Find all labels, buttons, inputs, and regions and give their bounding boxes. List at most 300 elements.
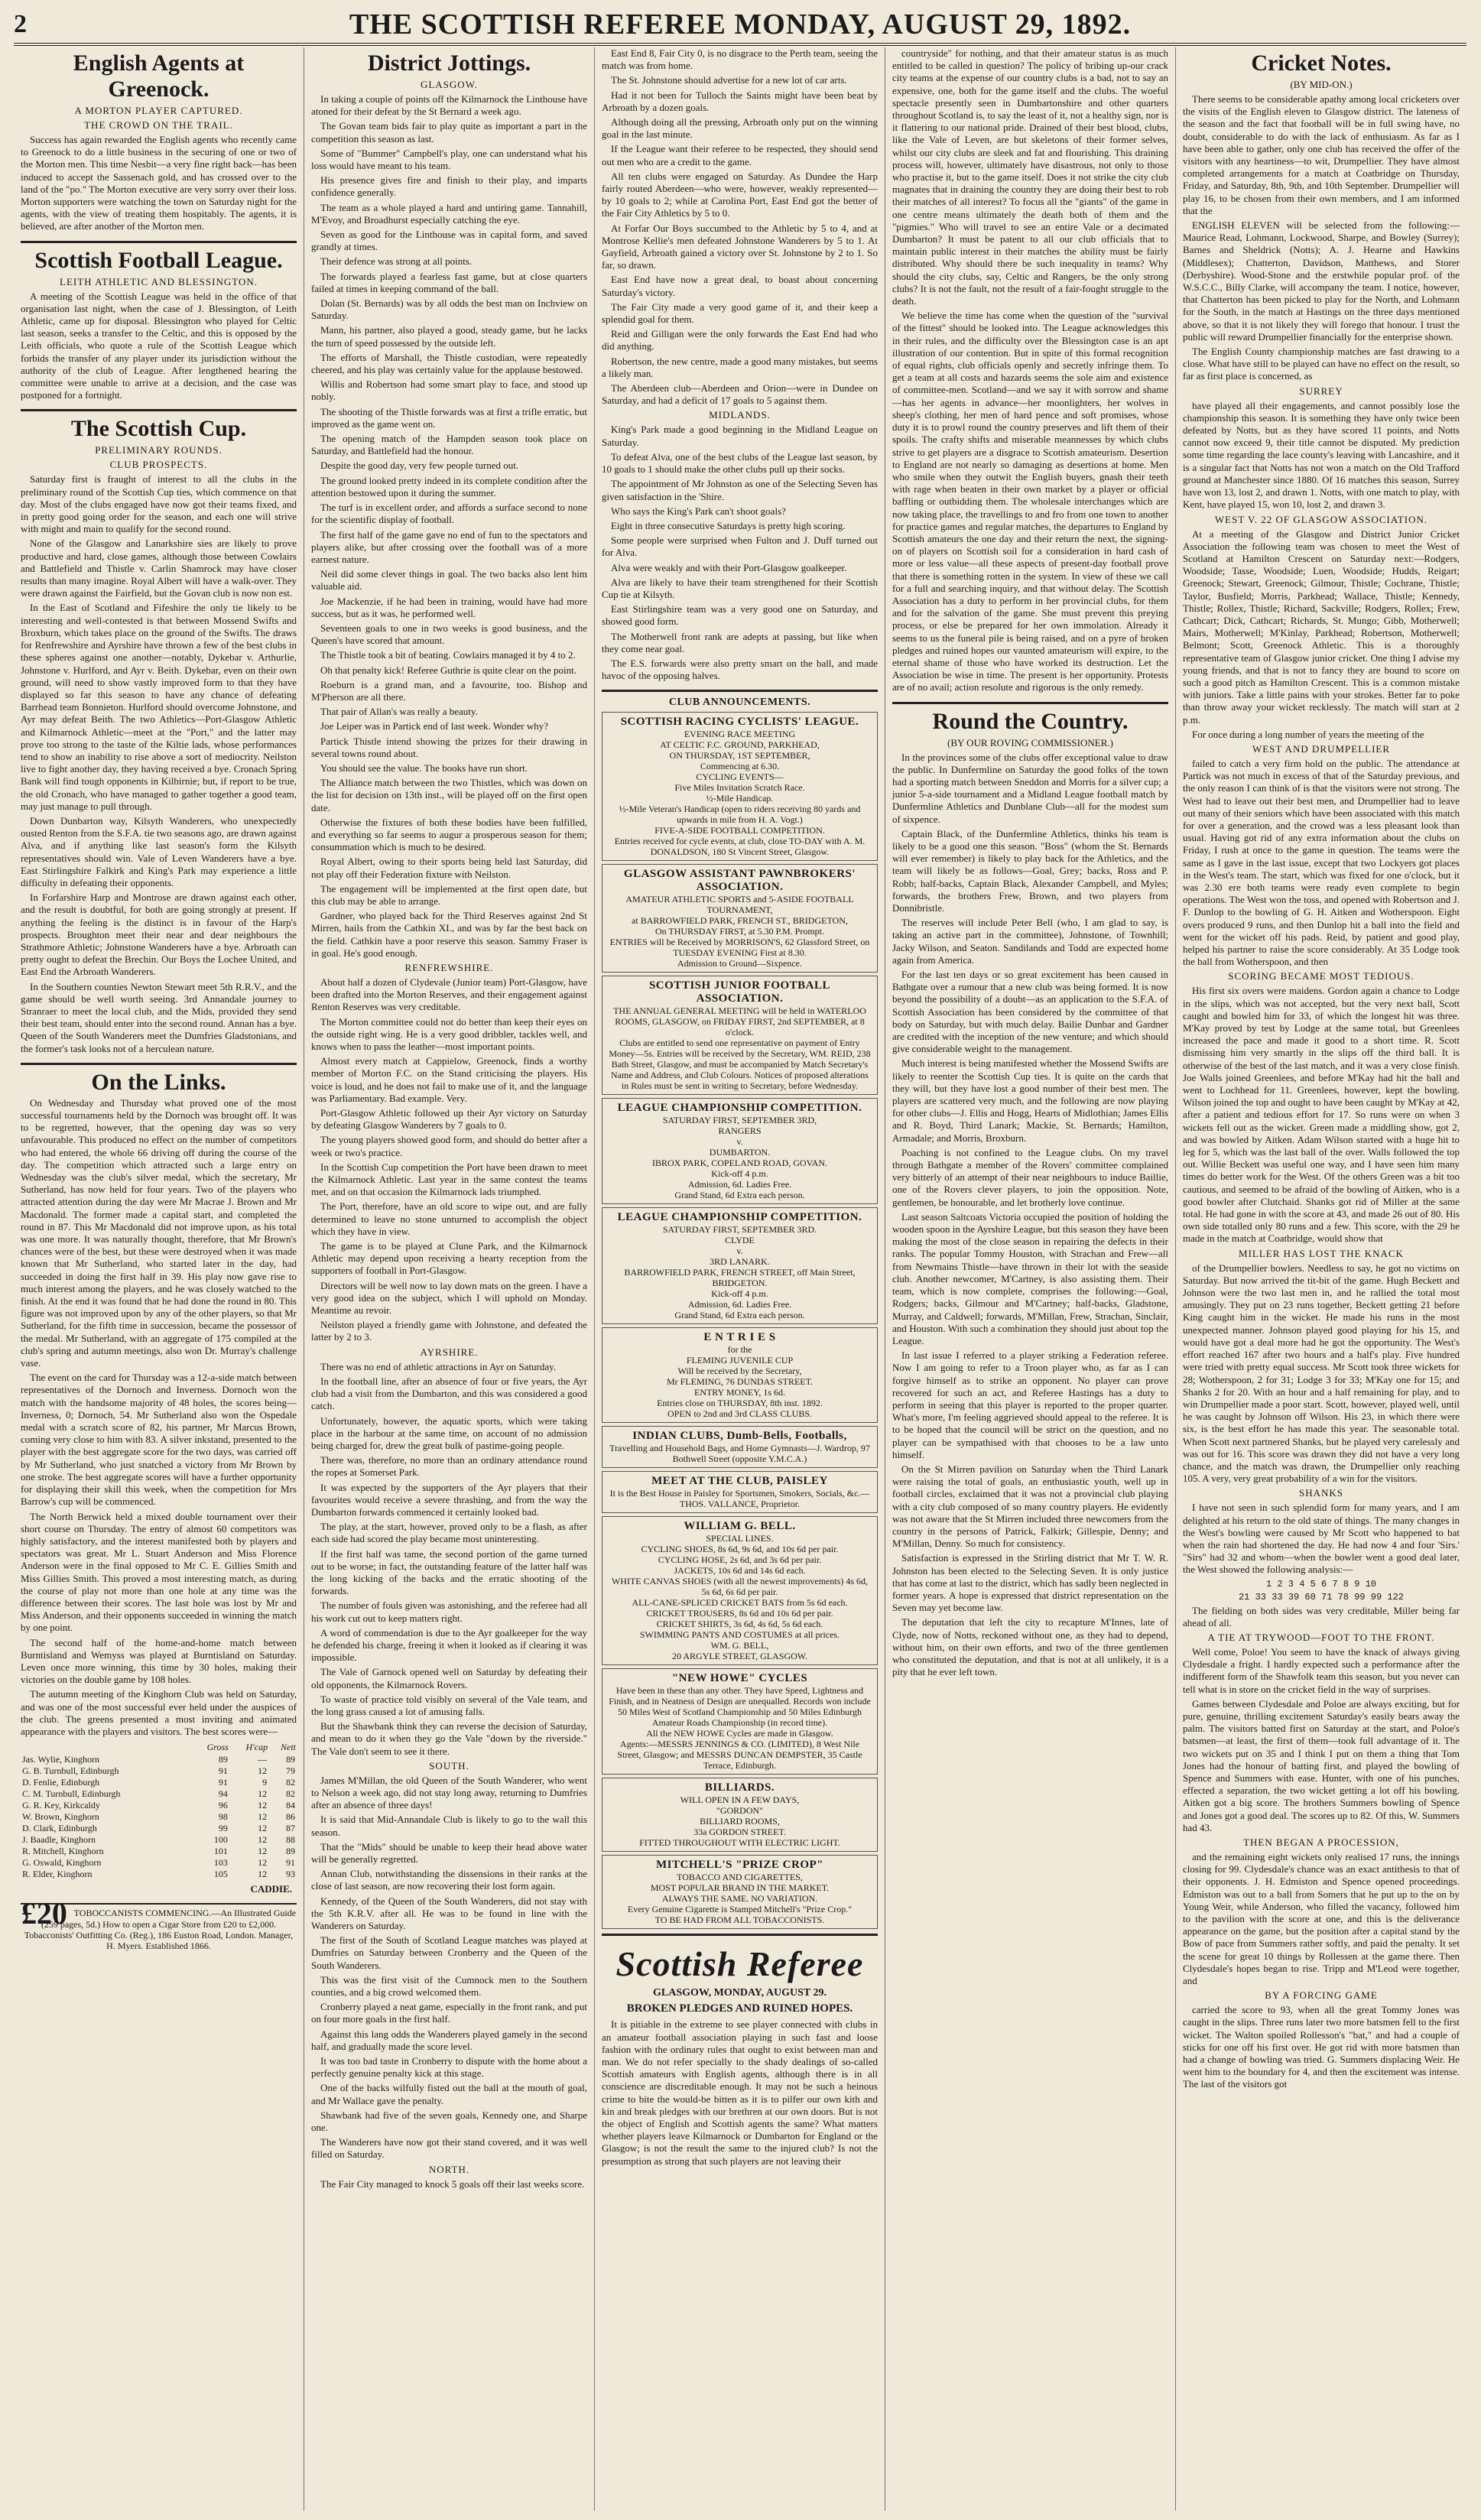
- paragraph: failed to catch a very firm hold on the public. The attendance at Partick was not much in excess of that of the Saturday previous, and the only reason I can think of is that the visitors were not strong. The West had to leave out their best men, and Drumpellier had to leave out many of their seniors which have been associated with this match for over a generation, and the crowd was a less pleasant look than usual. Having got rid of any extra information about the clubs on Friday, I rush at once to the game in question. The teams were the same as I gave in the last issue, except that two Lockyers got places in the West's team. The start, which was fixed for one o'clock, but it was 2.30 ere both teams were ready even complete to begin operations. The West won the toss, and opened with Robertson and J. F. Dunlop to the bowling of G. H. Aitken and Wotherspoon. Eight overs produced 9 runs, and then Dunlop hit a ball into the field and went for the wicket off his pads. Reid, by patient and good play, helped his partner to raise the score considerably. At 35 Lodge took the ball from Wotherspoon, and then: [1183, 757, 1460, 968]
- advert-line: On THURSDAY FIRST, at 5.30 P.M. Prompt.: [654, 926, 825, 937]
- paragraph-list: [311, 1361, 587, 1758]
- advert-line: CRICKET TROUSERS, 8s 6d and 10s 6d per pair.: [646, 1608, 833, 1619]
- advert-line: SWIMMING PANTS AND COSTUMES at all prices.: [639, 1629, 840, 1641]
- advert-line: RANGERS: [718, 1125, 762, 1137]
- paragraph: Had it not been for Tulloch the Saints might have been beat by Arbroath by a dozen goals.: [602, 89, 878, 113]
- paragraph: Seventeen goals to one in two weeks is good business, and the Queen's have scored that amount.: [311, 622, 587, 647]
- advert-price: £20: [21, 1896, 67, 1931]
- announcements-heading: CLUB ANNOUNCEMENTS.: [668, 697, 811, 709]
- paragraph: None of the Glasgow and Lanarkshire sies are likely to prove productive and hard, close games, although those between Cowlairs and Battlefield and Thistle v. Carlin Shamrock may have closer results than many imagine. Royal Albert will have a walk-over. They were drawn against the Fairfield, but the Govan club is now non est.: [21, 537, 297, 599]
- advert-line: TO BE HAD FROM ALL TOBACCONISTS.: [654, 1914, 825, 1926]
- advert-heading: GLASGOW ASSISTANT PAWNBROKERS' ASSOCIATION.: [623, 868, 856, 894]
- advert-line: BARROWFIELD PARK, FRENCH STREET, off Main Street, BRIDGETON.: [624, 1267, 856, 1289]
- table-cell: 12: [258, 1857, 268, 1869]
- article-kicker: A TIE AT TRYWOOD—FOOT TO THE FRONT.: [1207, 1631, 1435, 1643]
- paragraph: Eight in three consecutive Saturdays is pretty high scoring.: [611, 519, 846, 531]
- divider: [21, 1063, 297, 1065]
- paragraph: Some of "Bummer" Campbell's play, one can understand what his loss would have meant to his team.: [311, 147, 587, 172]
- paragraph: Success has again rewarded the English agents who recently came to Greenock to do a little business in the securing of one or two of the Morton men. This time Nesbit—a very fine right back—has been induced to accept the Sassenach gold, and has crossed over to the land of the "po." The Morton executive are very sorry over their loss. Morton supporters were watching the town on Saturday night for the agents, with the view of treating them hospitably. The agents, it is believed, are after another of the Morton men.: [21, 134, 297, 232]
- paragraph: The team as a whole played a hard and untiring game. Tannahill, M'Evoy, and Broadhurst especially catching the eye.: [311, 201, 587, 226]
- paragraph: The game is to be played at Clune Park, and the Kilmarnock Athletic may depend upon receiving a hearty reception from the supporters of football in Port-Glasgow.: [311, 1240, 587, 1277]
- paragraph: Oh that penalty kick! Referee Guthrie is quite clear on the point.: [320, 664, 576, 676]
- table-cell: 82: [286, 1777, 295, 1788]
- article-kicker: AYRSHIRE.: [420, 1346, 479, 1358]
- paragraph: To defeat Alva, one of the best clubs of the League last season, by 10 goals to 1 should make the other clubs pull up their socks.: [602, 450, 878, 476]
- article-heading: Round the Country.: [932, 708, 1129, 734]
- table-cell: G. Oswald, Kinghorn: [22, 1857, 102, 1869]
- paragraph: The ground looked pretty indeed in its complete condition after the attention bestowed upon it during the summer.: [311, 474, 587, 498]
- table-cell: R. Mitchell, Kinghorn: [22, 1846, 104, 1857]
- paragraph: Dolan (St. Bernards) was by all odds the best man on Inchview on Saturday.: [311, 297, 587, 322]
- article-district-continued: [602, 47, 878, 682]
- paragraph: Although doing all the pressing, Arbroath only put on the winning goal in the last minute.: [602, 116, 878, 141]
- advert-line: JACKETS, 10s 6d and 14s 6d each.: [674, 1565, 806, 1577]
- table-row: [21, 1834, 297, 1846]
- column-3: [595, 47, 885, 2511]
- paragraph: It is said that Mid-Annandale Club is likely to go to the wall this season.: [311, 1814, 587, 1838]
- paragraph-list: [892, 752, 1168, 1679]
- advert-line: AMATEUR ATHLETIC SPORTS and 5-ASIDE FOOTBALL TOURNAMENT,: [625, 894, 854, 916]
- table-row: [21, 1754, 297, 1765]
- article-byline: (BY MID-ON.): [1290, 79, 1353, 90]
- paragraph: Well come, Poloe! You seem to have the knack of always giving Clydesdale a fright. I hardly expected such a performance after the indifferent form of the Shawfolk team this season, but you never can tell what is in store on the cricket field in the way of surprises.: [1183, 1645, 1460, 1695]
- bowling-analysis-row: 21 33 33 39 60 71 78 99 99 122: [1238, 1591, 1405, 1603]
- advert-line: v.: [736, 1136, 743, 1148]
- advert-heading: BILLIARDS.: [704, 1781, 775, 1794]
- paragraph: The Thistle took a bit of beating. Cowlairs managed it by 4 to 2.: [320, 649, 576, 661]
- advert-line: ALL-CANE-SPLICED CRICKET BATS from 5s 6d each.: [632, 1597, 848, 1609]
- article-kicker: SCORING BECAME MOST TEDIOUS.: [1228, 970, 1414, 982]
- advert: [602, 712, 878, 861]
- table-cell: 101: [213, 1846, 228, 1857]
- paragraph: All ten clubs were engaged on Saturday. As Dundee the Harp fairly routed Aberdeen—who were, however, weakly represented—by 10 goals to 2; while at Carolina Port, East End got the better of the Fair City Athletics by 5 to 0.: [602, 170, 878, 219]
- advert: [602, 1426, 878, 1468]
- paragraph-list: [311, 93, 587, 960]
- table-cell: 91: [218, 1777, 228, 1788]
- advert-line: CYCLING SHOES, 8s 6d, 9s 6d, and 10s 6d per pair.: [641, 1544, 839, 1555]
- divider: [602, 1934, 878, 1936]
- paragraph: There was no end of athletic attractions in Ayr on Saturday.: [320, 1360, 557, 1372]
- paragraph: Games between Clydesdale and Poloe are always exciting, but for pure, genuine, thrilling excitement Saturday's easily bears away the palm. The visitors batted first on Saturday at the start, and Poloe's batsmen—at least, the first of them—took full advantage of it. The two wickets put on 35 and I think I put on them a thing that Tom Jones had the honour of batting first, and played the bowling of Spence and Summers with ease. Hunter, with one of his punches, effected a separation, the two wicket getting a lot off his bowling. Aitken got a big score. The brothers Summers bowling of Spence and Jones got a good deal. The scores up to 82. Of this, W. Summers had 43.: [1183, 1697, 1460, 1833]
- advert-line: DUMBARTON.: [709, 1147, 771, 1158]
- announcements-list: [602, 712, 878, 1929]
- paragraph: At a meeting of the Glasgow and District Junior Cricket Association the following team was chosen to meet the West of Scotland at Hamilton Crescent on Saturday next:—Rodgers, Woodside; Tasse, Woodside; Luen, Woodside; Hudds, Reigart; Greenock; Stewart, Greenock; Gilmour, Thistle; Cochrane, Thistle; Taylor, Busfield; Morris, Parkhead; Wallace, Thistle; Kennedy, Thistle; Rollex, Thistle; Richard, Sackville; Rodgers, Rollex; Frew, Cathcart; Dick, Cathcart; Richards, St. Mungo; Gibb, Motherwell; Mairs, Motherwell; M'Kinlay, Parkhead; Robertson, Motherwell; Belmont; Scott, Greenock Athletic. This is a thoroughly representative team of Glasgow junior cricket. One thing I advise my young friends, and that is not to fancy they are bound to score on such a good pitch as Hamilton Crescent. This is a common mistake with juniors. Take a little pains with your strokes. Better far to poke than throw away your wicket recklessly. The match will start at 2 p.m.: [1183, 528, 1460, 726]
- article-kicker: SHANKS: [1298, 1487, 1343, 1499]
- article-heading: Scottish Football League.: [34, 247, 283, 273]
- advert-line: MOST POPULAR BRAND IN THE MARKET.: [650, 1882, 830, 1894]
- table-row: [21, 1777, 297, 1788]
- paragraph: Some people were surprised when Fulton and J. Duff turned out for Alva.: [602, 534, 878, 559]
- advert-line: 3RD LANARK.: [710, 1256, 770, 1268]
- divider: [21, 241, 297, 243]
- table-body: [21, 1754, 297, 1880]
- editorial-dateline: GLASGOW, MONDAY, AUGUST 29.: [653, 1987, 827, 1999]
- table-row: [21, 1869, 297, 1880]
- table-cell: 12: [258, 1811, 268, 1823]
- paragraph: Willis and Robertson had some smart play to face, and stood up nobly.: [311, 378, 587, 403]
- advert-heading: MEET AT THE CLUB, PAISLEY: [651, 1475, 828, 1488]
- paragraph: Neil did some clever things in goal. The two backs also lent him valuable aid.: [311, 568, 587, 593]
- table-cell: 12: [258, 1834, 268, 1846]
- paragraph-list: [1183, 400, 1460, 511]
- paragraph: The forwards played a fearless fast game, but at close quarters failed at times in keeping command of the ball.: [311, 270, 587, 294]
- paragraph-list: [1183, 528, 1460, 741]
- table-cell: 9: [262, 1777, 268, 1788]
- table-header: [21, 1741, 190, 1754]
- paragraph: Royal Albert, owing to their sports being held last Saturday, did not play off their Federation fixture with Neilston.: [311, 856, 587, 880]
- divider: [602, 690, 878, 692]
- table-cell: 103: [213, 1857, 228, 1869]
- paragraph: A word of commendation is due to the Ayr goalkeeper for the way he defended his charge, freeing it when it looked as if clearing it was impossible.: [311, 1626, 587, 1664]
- table-cell: 86: [286, 1811, 295, 1823]
- article-heading: The Scottish Cup.: [70, 416, 247, 442]
- paragraph: Last season Saltcoats Victoria occupied the position of holding the wooden spoon in the Ayrshire League, but this season they have been making the most of the close season in repairing the defects in their ranks. The popular Tommy Houston, with Strachan and Frew—all from Newmains Thistle—have thrown in their lot with the seaside club. Another newcomer, M'Cartney, is also assisting them. Their team, which is now complete, comprises the following:—Goal, Rodgers; backs, Gilmour and M'Cartney; half-backs, Gladstone, Murray, and Caldwell; forwards, M'Millan, Frew, Strachan, Sinclair, and Houston. With such a combination they should just about top the League.: [892, 1210, 1168, 1346]
- paragraph: Seven as good for the Linthouse was in capital form, and saved grandly at times.: [311, 229, 587, 253]
- paragraph: Their defence was strong at all points.: [320, 255, 473, 268]
- paragraph: It was expected by the supporters of the Ayr players that their favourites would receive a severe thrashing, and from the way the Dumbarton forwards commenced it certainly looked bad.: [311, 1481, 587, 1518]
- table-cell: 89: [218, 1754, 228, 1765]
- table-cell: 89: [286, 1754, 295, 1765]
- table-cell: 98: [218, 1811, 228, 1823]
- paragraph: Unfortunately, however, the aquatic sports, which were taking place in the harbour at the same time, on account of no admission being charged for, drew the great bulk of pastime-going people.: [311, 1414, 587, 1451]
- paragraph: Cronberry played a neat game, especially in the front rank, and put on four more goals in the first half.: [311, 2001, 587, 2025]
- advert-heading: LEAGUE CHAMPIONSHIP COMPETITION.: [617, 1102, 862, 1115]
- table-cell: 87: [286, 1823, 295, 1834]
- paragraph: In the East of Scotland and Fifeshire the only tie likely to be interesting and well-contested is that between Mossend Swifts and Broxburn, which takes place on the ground of the Swifts. The draws for Renfrewshire and Ayrshire have thrown a few of the best clubs in these spheres against one another—notably, Dykebar v. Arthurlie, Johnstone v. Hurlford, and Ayr v. Beith. Dykebar, even on their own ground, will need to show vastly improved form to that they have displayed so far this season to have any chance of defeating Barrhead team Bonnieton. Hurlford should overcome Johnstone, and Ayr may defeat Beith. The two Athletics—Port-Glasgow Athletic and Kilmarnock Athletic—meet at the "Port," and the latter may prove too strong to the taste of the Kiltie lads, whose performances tend to show an inability to rise above a sort of mediocrity. Neilston live to fight another day, they having received a bye. Cronach Spring Bank will find tough opponents in Kilbirnie; but, if report to be true, the old Cronach, who have managed to gather together a good team, may just manage to pull through.: [21, 602, 297, 812]
- paragraph: The engagement will be implemented at the first open date, but this club may be able to arrange.: [311, 882, 587, 907]
- advert-line: IBROX PARK, COPELAND ROAD, GOVAN.: [651, 1158, 828, 1169]
- table-cell: 12: [258, 1800, 268, 1811]
- column-4: [885, 47, 1176, 2511]
- paragraph: The Fair City made a very good game of it, and their keep a splendid goal for them.: [602, 300, 878, 326]
- paragraph: The play, at the start, however, proved only to be a flash, as after each side had scored the play became most uninteresting.: [311, 1521, 587, 1545]
- advert-line: WM. G. BELL,: [710, 1640, 769, 1651]
- advert-line: "GORDON": [716, 1805, 764, 1817]
- advert-line: Admission to Ground—Sixpence.: [677, 958, 802, 969]
- paragraph: For once during a long number of years the meeting of the: [1192, 728, 1424, 740]
- paragraph: East Stirlingshire team was a very good one on Saturday, and showed good form.: [602, 603, 878, 628]
- paragraph: carried the score to 93, when all the great Tommy Jones was caught in the slips. Three runs later two more batsmen fell to the first wicket. The Walton spoiled Rollesson's "bat," and had a couple of sticks for one off his first over. He got rid with more batsmen than had a change of bowling was tried. G. Summers displacing Weir. He went him to the boundary for 4, and then the excitement was intense. The last of the visitors got: [1183, 2004, 1460, 2090]
- paragraph: The event on the card for Thursday was a 12-a-side match between representatives of the Dornoch and Inverness. Dornoch won the match with the handsome majority of 48 holes, the scores being—Inverness, 0; Dornoch, 54. Mr Sutherland also won the Ospedale medal with a scratch score of 82, his partner, Mr Marcus Brown, coming very close to him with 83. A silver inkstand, presented to the player with the best aggregate score for the two days, was carried off by Mr Sutherland, who just snatched a victory from Mr Brown by one stroke. The best aggregate scores will have a further opportunity for displaying their skill this week, when the competition for Mrs Barrow's cup will be commenced.: [21, 1372, 297, 1508]
- advert-line: FITTED THROUGHOUT WITH ELECTRIC LIGHT.: [639, 1837, 840, 1849]
- table-header: Gross: [206, 1742, 229, 1753]
- table-cell: G. B. Turnbull, Edinburgh: [22, 1765, 119, 1777]
- advert-line: AT CELTIC F.C. GROUND, PARKHEAD,: [660, 739, 820, 751]
- paragraph: If the first half was tame, the second portion of the game turned out to be worse; in fact, the outstanding feature of the latter half was the long kicking of the backs and the erratic shooting of the forwards.: [311, 1547, 587, 1597]
- paragraph: In Forfarshire Harp and Montrose are drawn against each other, and the result is doubtful, for both are going strongly at present. If anything the feeling is the distinct is in favour of the Harp's prospects. Broughton meet their near and dear neighbours the Strathmore Athletic; Johnstone Wanderers have a bye. Arbroath can pretty ought to defeat the Brechin. Our Boys the Lochee United, and East End the Arbroath Wanderers.: [21, 891, 297, 978]
- golf-score-table: [21, 1741, 297, 1880]
- advert-line: Every Genuine Cigarette is Stamped Mitchell's "Prize Crop.": [627, 1904, 853, 1915]
- table-row: [21, 1846, 297, 1857]
- paragraph-list: [311, 976, 587, 1344]
- table-cell: J. Baadle, Kinghorn: [22, 1834, 96, 1846]
- paragraph-list: [1183, 758, 1460, 968]
- paragraph-list: [1183, 93, 1460, 383]
- table-cell: R. Elder, Kinghorn: [22, 1869, 93, 1880]
- article-cricket-notes: [1183, 50, 1460, 2091]
- paragraph: In taking a couple of points off the Kilmarnock the Linthouse have atoned for their defeat by the St Bernard a week ago.: [311, 93, 587, 118]
- paragraph: The second half of the home-and-home match between Burntisland and Wemyss was played at Burntisland on Saturday. Leven once more winning, this time by 30 holes, making their victories on the double game by 108 holes.: [21, 1636, 297, 1686]
- paragraph: Much interest is being manifested whether the Mossend Swifts are likely to reenter the Scottish Cup ties. It is quite on the cards that they will, but they have lost a good number of their best men. The players are scattered very much, and the following are now playing for other clubs—J. Ellis and Hogg, Hearts of Midlothian; James Ellis and R. Boyd, Third Lanark; Mackie, St. Bernards; Hamilton, Armadale; and Morris, Broxburn.: [892, 1057, 1168, 1144]
- paragraph: The Port, therefore, have an old score to wipe out, and are fully determined to leave no stone unturned to accomplish the object which they have in view.: [311, 1200, 587, 1237]
- table-header: H'cap: [245, 1742, 268, 1753]
- masthead-title: THE SCOTTISH REFEREE MONDAY, AUGUST 29, 1892.: [349, 8, 1132, 41]
- table-row: [21, 1811, 297, 1823]
- advert-line: at BARROWFIELD PARK, FRENCH ST., BRIDGETON,: [632, 915, 848, 927]
- paragraph: That the "Mids" should be unable to keep their head above water will be generally regretted.: [311, 1840, 587, 1865]
- advert: [602, 1668, 878, 1775]
- advert-line: Kick-off 4 p.m.: [711, 1288, 768, 1300]
- table-cell: 88: [286, 1834, 295, 1846]
- paragraph: The opening match of the Hampden season took place on Saturday, and Battlefield had the honour.: [311, 433, 587, 457]
- paragraph-list: [602, 47, 878, 407]
- paragraph: Despite the good day, very few people turned out.: [320, 460, 519, 472]
- table-cell: 94: [218, 1788, 228, 1800]
- advert-line: 20 ARGYLE STREET, GLASGOW.: [672, 1651, 807, 1662]
- paragraph: Otherwise the fixtures of both these bodies have been fulfilled, and everything so far seems to augur a prosperous season for them; consummation which is much to be desired.: [311, 816, 587, 853]
- advert-line: SPECIAL LINES.: [706, 1533, 774, 1544]
- article-heading: English Agents at Greenock.: [73, 50, 245, 102]
- article-kicker: SOUTH.: [429, 1759, 469, 1771]
- table-cell: 100: [213, 1834, 228, 1846]
- paragraph: The shooting of the Thistle forwards was at first a trifle erratic, but improved as the game went on.: [311, 405, 587, 430]
- paragraph: The fielding on both sides was very creditable, Miller being far ahead of all.: [1183, 1604, 1460, 1629]
- advert-line: Grand Stand, 6d Extra each person.: [674, 1310, 805, 1321]
- table-header-row: [21, 1741, 297, 1754]
- paragraph: In the Scottish Cup competition the Port have been drawn to meet the Kilmarnock Athletic. Last year in the same contest the teams met, and on that occasion the Kilmarnock lads triumphed.: [311, 1161, 587, 1198]
- paragraph-list: [1183, 1502, 1460, 1576]
- advert: [602, 1516, 878, 1665]
- advert-line: ENTRIES will be Received by MORRISON'S, 62 Glassford Street, on TUESDAY EVENING First at 8.30.: [609, 937, 870, 959]
- paragraph: It was too bad taste in Cronberry to dispute with the home about a perfectly genuine penalty kick at this stage.: [311, 2055, 587, 2080]
- advert-line: ½-Mile Handicap.: [706, 793, 774, 804]
- paragraph-list: [311, 2178, 587, 2190]
- paragraph: James M'Millan, the old Queen of the South Wanderer, who went to Nelson a week ago, did not stay long away, returning to Dumfries after an absence of three days!: [311, 1774, 587, 1811]
- article-kicker: RENFREWSHIRE.: [404, 962, 494, 973]
- paragraph: Annan Club, notwithstanding the dissensions in their ranks at the close of last season, are now recovering their lost form again.: [311, 1868, 587, 1892]
- advert-line: All the NEW HOWE Cycles are made in Glasgow.: [646, 1728, 833, 1739]
- advert-heading: SCOTTISH RACING CYCLISTS' LEAGUE.: [620, 716, 859, 729]
- paragraph: That pair of Allan's was really a beauty.: [320, 706, 478, 718]
- paragraph: There seems to be considerable apathy among local cricketers over the visits of the English eleven to Glasgow district. The lateness of the season and the fact that football will be in full swing have, no doubt, considerable to do with the lack of enthusiasm. As far as I have been able to gather, only one club has received the offer of the visitors with any heartiness—to wit, Drumpellier. They have almost completed arrangements for a match at Coatbridge on Thursday, Friday, and Saturday, 8th, 9th, and 10th September. Drumpellier will play 16, to be chosen from their own members, and I am informed that the: [1183, 93, 1460, 216]
- advert: [602, 1855, 878, 1929]
- advert-line: Clubs are entitled to send one representative on payment of Entry Money—5s. Entries will be received by the Secretary, WM. REID, 238 Bath Street, Glasgow, and must be accompanied by Match Secretary's Name and Address, and Club Colours. Notices of proposed alterations in Rules must be sent in writing to Secretary, before Wednesday.: [609, 1038, 871, 1092]
- advert-line: CYCLING EVENTS—: [696, 771, 784, 783]
- paragraph: Almost every match at Cappielow, Greenock, finds a worthy member of Morton F.C. on the Stand criticising the players. His voice is loud, and he does not fail to make use of it, and the language was Parliamentary. Bad example. Very.: [311, 1055, 587, 1104]
- column-5: [1176, 47, 1466, 2511]
- paragraph: The Vale of Garnock opened well on Saturday by defeating their old opponents, the Kilmarnock Rovers.: [311, 1666, 587, 1690]
- table-cell: 12: [258, 1869, 268, 1880]
- paragraph: You should see the value. The books have run short.: [320, 762, 528, 774]
- paragraph: Kennedy, of the Queen of the South Wanderers, did not stay with the 5th K.R.V. after all. He was to be found in line with the Wanderers on Saturday.: [311, 1895, 587, 1932]
- paragraph: Against this lang odds the Wanderers played gamely in the second half, and gradually made the score level.: [311, 2028, 587, 2052]
- paragraph: East End have now a great deal, to boast about concerning Saturday's victory.: [602, 274, 878, 298]
- paragraph: King's Park made a good beginning in the Midland League on Saturday.: [602, 424, 878, 448]
- column-1: [14, 47, 304, 2511]
- paragraph: One of the backs wilfully fisted out the ball at the mouth of goal, and Mr Wallace gave the penalty.: [311, 2082, 587, 2106]
- divider: [892, 702, 1168, 704]
- article-heading: On the Links.: [91, 1069, 226, 1095]
- paragraph: About half a dozen of Clydevale (Junior team) Port-Glasgow, have been drafted into the Morton Reserves, and their engagement against Renton Reserves was very creditable.: [311, 976, 587, 1013]
- table-cell: W. Brown, Kinghorn: [22, 1811, 99, 1823]
- paragraph: The North Berwick held a mixed double tournament over their short course on Thursday. The entry of almost 60 competitors was highly satisfactory, and the interest manifested both by players and spectators was great. Mr L. Stuart Anderson and Miss Florence Anderson were in the final opposed to Mr C. E. Gillies Smith and Miss Gillies Smith. This proved a most interesting match, as during the course of play not more than one hole at any time was the difference between their scores. The last hole was lost by Mr and Miss Anderson, and their opponents succeeded in winning the match by one point.: [21, 1510, 297, 1634]
- advert-line: It is the Best House in Paisley for Sportsmen, Smokers, Socials, &c.—THOS. VALLANCE, Proprietor.: [609, 1488, 870, 1510]
- article-subkicker: THE CROWD ON THE TRAIL.: [84, 119, 233, 131]
- paragraph: But the Shawbank think they can reverse the decision of Saturday, and mean to do it when they go the Vale "down by the riverside." The Vale don't seem to see it there.: [311, 1720, 587, 1757]
- advert-line: EVENING RACE MEETING: [684, 729, 796, 740]
- table-cell: C. M. Turnbull, Edinburgh: [22, 1788, 121, 1800]
- table-cell: 12: [258, 1765, 268, 1777]
- advert-line: Five Miles Invitation Scratch Race.: [674, 782, 805, 794]
- advert-line: CYCLING HOSE, 2s 6d, and 3s 6d per pair.: [658, 1554, 822, 1566]
- paragraph: Port-Glasgow Athletic followed up their Ayr victory on Saturday by defeating Glasgow Wanderers by 7 goals to 0.: [311, 1107, 587, 1132]
- paragraph: At Forfar Our Boys succumbed to the Athletic by 5 to 4, and at Montrose Kellie's men defeated Johnstone Wanderers by 5 to 1. At Gayfield, Arbroath gained a victory over St. Johnstone by 2 to 1. So far, so drawn.: [602, 222, 878, 271]
- advert-line: CRICKET SHIRTS, 3s 6d, 4s 6d, 5s 6d each.: [656, 1619, 823, 1630]
- table-cell: D. Clark, Edinburgh: [22, 1823, 97, 1834]
- paragraph: Captain Black, of the Dunfermline Athletics, thinks his team is likely to be a good one this season. "Boss" (whom the St. Bernards will ever remember) is likely to play back for the Athletics, and the team will likely be as follows—Goal, Grey; backs, Ross and P. Robb; half-backs, Captain Black, Alexander Campbell, and Myles; forwards, the brothers Frew, Brown, and two players from Donnibristle.: [892, 827, 1168, 914]
- advert-heading: "NEW HOWE" CYCLES: [671, 1672, 808, 1685]
- table-cell: 12: [258, 1846, 268, 1857]
- paragraph: and the remaining eight wickets only realised 17 runs, the innings closing for 99. Clydesdale's chance was an exact antithesis to that of their opponents. J. H. Edmiston and Spence opened proceedings. Edmiston was out to a ball from Somers that he put up to the on by Young Weir, while Anderson, who filled the vacancy, followed him to the pavilion with the score at one, and this is the deliverance appearance on the game, but the position after a capital stand by the Bow of pace from Summers rather softly, and paid the penalty. It set the scene for great 10 things by Rollessen at the game there. Then Clydesdale's hopes began to rise. Tripp and M'Leod were together, and: [1183, 1851, 1460, 1987]
- article-heading: Cricket Notes.: [1251, 50, 1392, 76]
- paragraph: countryside" for nothing, and that their amateur status is as much entitled to be called in question? The policy of bribing up-our crack city teams at the expense of our country clubs is a bad, not to say an expensive, one, both for the game itself and the clubs. The woeful spectacle presently seen in Dumbartonshire and other quarters throughout Scotland is, to say the least of it, not a healthy sign, nor is it flattering to our national pride. Drained of their best blood, clubs, like the Vale of Leven, are but skeletons of their former selves, whilst our city clubs are sleek and fat and flourishing. This draining process will, however, ultimately have disastrous, not only to those who practise it, but to the game itself. Does it not strike the city club magnates that in draining the country they are doing their best to rob their matches of all interest? To focus all the "giants" of the game in one centre means ultimately the death both of them and the "pigmies." Who will travel to see an entire Vale or a decimated Dumbarton? It must be patent to all our club officials that to maintain public interest in their matches the ability must be fairly distributed. Why should there be such inequality in teams? Why should the city clubs, say, Celtic and Rangers, be the only strong clubs? It is not the fault, not the result of a fair-fought struggle to the death.: [892, 47, 1168, 307]
- divider: [21, 409, 297, 411]
- paragraph: To waste of practice told visibly on several of the Vale team, and the long grass caused a lot of amusing falls.: [311, 1693, 587, 1717]
- table-cell: 89: [286, 1846, 295, 1857]
- advert-line: THE ANNUAL GENERAL MEETING will be held in WATERLOO ROOMS, GLASGOW, on FRIDAY FIRST, 2nd SEPTEMBER, at 8 o'clock.: [613, 1005, 866, 1038]
- advert-line: Grand Stand, 6d Extra each person.: [674, 1190, 805, 1201]
- paragraph: Saturday first is fraught of interest to all the clubs in the preliminary round of the Scottish Cup ties, which commence on that day. Most of the clubs engaged have now got their teams fixed, and in pretty good going order for the season, and each one will strive with might and main to qualify for the second round.: [21, 473, 297, 535]
- table-cell: 99: [218, 1823, 228, 1834]
- table-row: [21, 1765, 297, 1777]
- advert-line: CLYDE: [725, 1235, 755, 1246]
- advert-heading: MITCHELL'S "PRIZE CROP": [655, 1859, 824, 1872]
- editorial-title: BROKEN PLEDGES AND RUINED HOPES.: [626, 2002, 853, 2015]
- table-cell: —: [258, 1754, 268, 1765]
- advert: [602, 1471, 878, 1513]
- article-subkicker: CLUB PROSPECTS.: [109, 459, 208, 471]
- paragraph: A meeting of the Scottish League was held in the office of that organisation last night, when the case of J. Blessington, of Leith Athletic, came up for disposal. Blessington who played for Celtic last season, seeks a transfer to the Celtic, and this is opposed by the Leith officials, who quote a rule of the Scottish League which forbids the transfer of any player under its jurisdiction without the authority of the club of League. After lengthened hearing the committee were unable to arrive at a decision, and the case was postponed for a fortnight.: [21, 290, 297, 401]
- editorial-continued: [892, 47, 1168, 694]
- article-district-jottings: [311, 50, 587, 2190]
- advert-line: BILLIARD ROOMS,: [700, 1816, 780, 1827]
- advert-line: WILL OPEN IN A FEW DAYS,: [680, 1794, 800, 1806]
- column-2: [304, 47, 595, 2511]
- table-row: [21, 1823, 297, 1834]
- paragraph: The Aberdeen club—Aberdeen and Orion—were in Dundee on Saturday, and had a deficit of 17 goals to 5 against them.: [602, 382, 878, 407]
- advert-line: ALWAYS THE SAME. NO VARIATION.: [661, 1893, 818, 1905]
- paragraph: There was, therefore, no more than an ordinary attendance round the ropes at Somerset Park.: [311, 1454, 587, 1479]
- paragraph: For the last ten days or so great excitement has been caused in Bathgate over a rumour that a new club was being formed. It is now beyond the possibility of a doubt—as an application to the S.F.A. of Scottish Association has been considered by the committee of that body on Saturday, but with much delay. Bailie Dunbar and Gardner are credited with the inception of the new venture; and which should give considerable weight to the management.: [892, 969, 1168, 1055]
- article-kicker: WEST AND DRUMPELLIER: [1252, 742, 1391, 755]
- masthead: [14, 6, 1466, 46]
- paragraph: In the provinces some of the clubs offer exceptional value to draw the public. In Dunfermline on Saturday the good folks of the town had a sporting match between Sneddon and Morris for a silver cup; a junior 5-a-side tournament and a Midland League football match by Dunfermline Athletics and Dunblane Club—all for the modest sum of sixpence.: [892, 751, 1168, 825]
- paragraph: His first six overs were maidens. Gordon again a chance to Lodge in the slips, which was not accepted, but the very next ball, Scott caught and bowled him for 33, of which the longest hit was three. M'Kay proved by test by Lodge at the same total, but Greenlees increased the pace and made it good to a short time. R. Scott dismissing him very smartly in the slips off the third ball. It is otherwise of the best of the last match, and it was a very close finish. Joe Walls joined Greenlees, and before M'Kay had hit the ball and went to Lochhead for 11. Greenlees, however, kept the bowling. Wilson joined the top and ought to have been caught by M'Kay at 42, after a patient and tedious effort for 17. So runs were on when 3 wickets fell out as the wicket. Green made a middling show, got 2, and was bowled by Aitken. Adam Wilson started with a huge hit to leg for 5, which was the last ball of the over. Walls followed the top out. Willie Beckett was useful one way, and I have seen him many times do better work for the West. Of the others Green was a bit too cautious, and seemed to be afraid of the bowling of Aitken, who is a good bowler after Clutchaid. Shanks got rid of Miller at the same total. He had gone in with the score at 43, and made 26 out of 80. His own side totalled only 80 runs and a few. This score, with the 29 he made in the match at Coatbridge, would show that: [1183, 985, 1460, 1245]
- paragraph: In the football line, after an absence of four or five years, the Ayr club had a visit from the Dumbarton, and this was considered a good catch.: [311, 1375, 587, 1412]
- article-byline: (BY OUR ROVING COMMISSIONER.): [947, 736, 1113, 749]
- advert-line: WHITE CANVAS SHOES (with all the newest improvements) 4s 6d, 5s 6d, 6s 6d per pair.: [611, 1576, 869, 1598]
- table-cell: 12: [258, 1823, 268, 1834]
- advert-line: Mr FLEMING, 76 DUNDAS STREET.: [666, 1376, 814, 1388]
- article-kicker: WEST V. 22 OF GLASGOW ASSOCIATION.: [1214, 513, 1428, 525]
- paragraph: Alva were weakly and with their Port-Glasgow goalkeeper.: [611, 561, 847, 573]
- table-cell: 105: [213, 1869, 228, 1880]
- paragraph: Down Dunbarton way, Kilsyth Wanderers, who unexpectedly ousted Renton from the S.F.A. tie two seasons ago, are drawn against Alva, and if anything like last season's form the Kilsyth representatives should win. Vale of Leven Wanderers have a bye. East Stirlingshire Falkirk and King's Park may experience a little difficulty in defeating their opponents.: [21, 814, 297, 888]
- paragraph: Satisfaction is expressed in the Stirling district that Mr T. W. R. Johnston has been elected to the Selecting Seven. It is only justice that has come at last to the district, which has sadly been neglected in former years. A hope is expressed that district representation on the Seven may yet become law.: [892, 1552, 1169, 1614]
- table-cell: 91: [286, 1857, 295, 1869]
- paragraph: The Govan team bids fair to play quite as important a part in the competition this season as last.: [311, 120, 587, 145]
- article-kicker: GLASGOW.: [420, 79, 479, 90]
- advert-line: Agents:—MESSRS JENNINGS & CO. (LIMITED), 8 West Nile Street, Glasgow; and MESSRS DUNCAN DEMPSTER, 35 Castle Terrace, Edinburgh.: [617, 1739, 862, 1771]
- article-greenock: [21, 50, 297, 233]
- advert-heading: SCOTTISH JUNIOR FOOTBALL ASSOCIATION.: [648, 979, 831, 1005]
- paragraph: ENGLISH ELEVEN will be selected from the following:—Maurice Read, Lohmann, Lockwood, Sharpe, and Bowley (Surrey); Barnes and Sheldrick (Notts); A. J. Hearne and Hawkins (Middlesex); Chatterton, Davidson, Matthews, and Storer (Derbyshire). Wood-Stone and the erstwhile popular prof. of the W.S.C.C., Billy Clarke, will accompany the team. I notice, however, that Chatterton has been picked to play for the North, and Lohmann for the South, in the match at Hastings on the three days mentioned above, so that it is not likely they will forego that honour. I trust the public will reward Drumpellier financially for the enterprise shown.: [1183, 219, 1460, 343]
- paragraph: The autumn meeting of the Kinghorn Club was held on Saturday, and was one of the most successful ever held under the auspices of the club. The greens presented a most inviting and animated appearance with the players and visitors. The best scores were—: [21, 1688, 297, 1737]
- article-round-the-country: [892, 709, 1168, 1679]
- article-kicker: BY A FORCING GAME: [1265, 1989, 1378, 2002]
- advert-line: Travelling and Household Bags, and Home Gymnasts—J. Wardrop, 97 Bothwell Street (opposite Y.M.C.A.): [609, 1443, 870, 1465]
- paragraph-list: [1183, 2004, 1460, 2090]
- advert-line: TOBACCO AND CIGARETTES,: [677, 1872, 803, 1883]
- paragraph: The Alliance match between the two Thistles, which was down on the list for decision on 13th inst., will be played off on the first open date.: [311, 777, 587, 813]
- paragraph: It is pitiable in the extreme to see player connected with clubs in an amateur football association playing in such fast and loose fashion with the ordinary rules that ought to exist between man and man. We do not refer specially to the shady dealings of so-called Scottish amateurs with English agents, although there is in all conscience are discreditable enough. It may not be such a heinous crime to bite the would-be bitten as it is to pilfer our own kith and kin and break pledges with our brethren at our own doors. But is not the object of English and Scottish agents the same? What matters whether players leave Kilmarnock or Dumbarton for England or the Glasgow; is not the result the same to the injured club? Is not the presumption as strong that such players are not leaving their: [602, 2018, 878, 2167]
- paragraph: Who says the King's Park can't shoot goals?: [611, 505, 786, 517]
- advert-line: Admission, 6d. Ladies Free.: [687, 1179, 792, 1190]
- advert-line: v.: [736, 1245, 743, 1257]
- table-cell: 93: [286, 1869, 295, 1880]
- paragraph-list: [602, 424, 878, 682]
- article-kicker: NORTH.: [428, 2163, 470, 2175]
- columns: [14, 47, 1466, 2511]
- newspaper-logo: Scottish Referee: [615, 1944, 864, 1984]
- advert-line: Commencing at 6.30.: [700, 761, 780, 772]
- paragraph: If the League want their referee to be respected, they should send out men who are a credit to the game.: [602, 143, 878, 167]
- paragraph: The St. Johnstone should advertise for a new lot of car arts.: [611, 74, 847, 86]
- advert-line: Entries received for cycle events, at club, close TO-DAY with A. M. DONALDSON, 180 St Vincent Street, Glasgow.: [614, 836, 866, 858]
- advert-heading: LEAGUE CHAMPIONSHIP COMPETITION.: [617, 1211, 862, 1224]
- paragraph: The young players showed good form, and should do better after a week or two's practice.: [311, 1134, 587, 1158]
- advert-line: Entries close on THURSDAY, 8th inst. 1892.: [657, 1398, 823, 1409]
- paragraph: Shawbank had five of the seven goals, Kennedy one, and Sharpe one.: [311, 2109, 587, 2134]
- article-heading: District Jottings.: [367, 50, 531, 76]
- advert: [602, 1327, 878, 1423]
- article-kicker: MILLER HAS LOST THE KNACK: [1239, 1247, 1404, 1259]
- paragraph: We believe the time has come when the question of the "survival of the fittest" should be looked into. The League acknowledges this in their rules, and the difficulty over the Blessington case is an apt illustration of our contention. But in spite of this formal recognition of equal rights, club officials openly and secretly infringe them. To get a team at all costs and hazards seems the sole aim and existence of committee-men. Scotland—and we say it with sorrow and shame—has her agents in advance—her moonlighters, her wolves in sheep's clothing, her men of hard pence and soft promises, whose duty it is to prowl round the country preserves and lift them of their spoils. The crafty shifts and miserable meannesses by which clubs strive to get players are a disgrace to Scottish amateurism. Desertion to England are not nearly so damaging as desertions at home. Men who smile when they outwit the English buyers, gnash their teeth with rage when beaten in their own market by a player or official baffling or outbidding them. The wholesale interchanges which are now taking place, the travellings to and fro from one town to another for practice games and regular matches, the departures to England by Scottish amateurs the one day and their return the next, the signing-on of players on Scottish soil for a consideration in hard cash of more or less value—all these aspects of present-day football prove that there is something rotten in the system. In view of these we call for a full and searching inquiry, and that without delay. The Scottish Association has a duty to perform in her provincial clubs, for them and for the salvation of the game. She must prevent this preying process, or else be prepared for her own immolation. Already it seems to us the funeral pile is being raised, and on a pyre of broken pledges and ruined hopes our vaunted amateurism will expire, to the eternal shame of those who have worked its destruction. Let the Association be wise in time. The present is her opportunity. Protests are of no avail; action resolute and rigorous is the only remedy.: [892, 310, 1168, 693]
- paragraph: The English County championship matches are fast drawing to a close. What have still to be played can have no effect on the result, so far as first place is concerned, as: [1183, 346, 1460, 382]
- paragraph: The number of fouls given was astonishing, and the referee had all his work cut out to keep matters right.: [311, 1599, 587, 1624]
- paragraph: Joe Mackenzie, if he had been in training, would have had more success, but as it was, he performed well.: [311, 595, 587, 619]
- paragraph: The reserves will include Peter Bell (who, I am glad to say, is taking an active part in the committee), Johnstone, of Townhill; Jacky Wilson, and Seaton. Sandilands and Todd are expected home again from America.: [892, 917, 1168, 966]
- paragraph: The Motherwell front rank are adepts at passing, but like when they come near goal.: [602, 630, 878, 654]
- advert-heading: WILLIAM G. BELL.: [684, 1520, 796, 1533]
- advert: [602, 976, 878, 1095]
- table-cell: 84: [286, 1800, 295, 1811]
- table-cell: 96: [218, 1800, 228, 1811]
- advert-line: SATURDAY FIRST, SEPTEMBER 3RD,: [662, 1115, 817, 1126]
- paragraph: The deputation that left the city to recapture M'Innes, late of Clyde, now of Notts, reckoned without one, as they had to depend, without him, on their own efforts, and two of the three gentlemen who constituted the deputation, and that is not at all unlikely, it is a pity that he ever left town.: [892, 1616, 1168, 1678]
- advert-line: ON THURSDAY, 1ST SEPTEMBER,: [669, 750, 810, 762]
- advert-line: FLEMING JUVENILE CUP: [686, 1355, 794, 1366]
- paragraph: Neilston played a friendly game with Johnstone, and defeated the latter by 2 to 3.: [311, 1319, 587, 1343]
- paragraph: Gardner, who played back for the Third Reserves against 2nd St Mirren, hails from the Cathkin XI., and was by far the best back on the field. Cathkin have a poor reserve this season. Sammy Fraser is in goal. He's good enough.: [311, 910, 587, 959]
- advert: [602, 1098, 878, 1204]
- advert-line: OPEN to 2nd and 3rd CLASS CLUBS.: [667, 1408, 813, 1420]
- paragraph: The first of the South of Scotland League matches was played at Dumfries on Saturday between Cronberry and the Queen of the South Wanderers.: [311, 1934, 587, 1971]
- paragraph: Partick Thistle intend showing the prizes for their drawing in several towns round about.: [311, 735, 587, 759]
- paragraph: The appointment of Mr Johnston as one of the Selecting Seven has given satisfaction in the 'Shire.: [602, 478, 878, 502]
- advert: [602, 864, 878, 973]
- advert-line: for the: [727, 1344, 752, 1356]
